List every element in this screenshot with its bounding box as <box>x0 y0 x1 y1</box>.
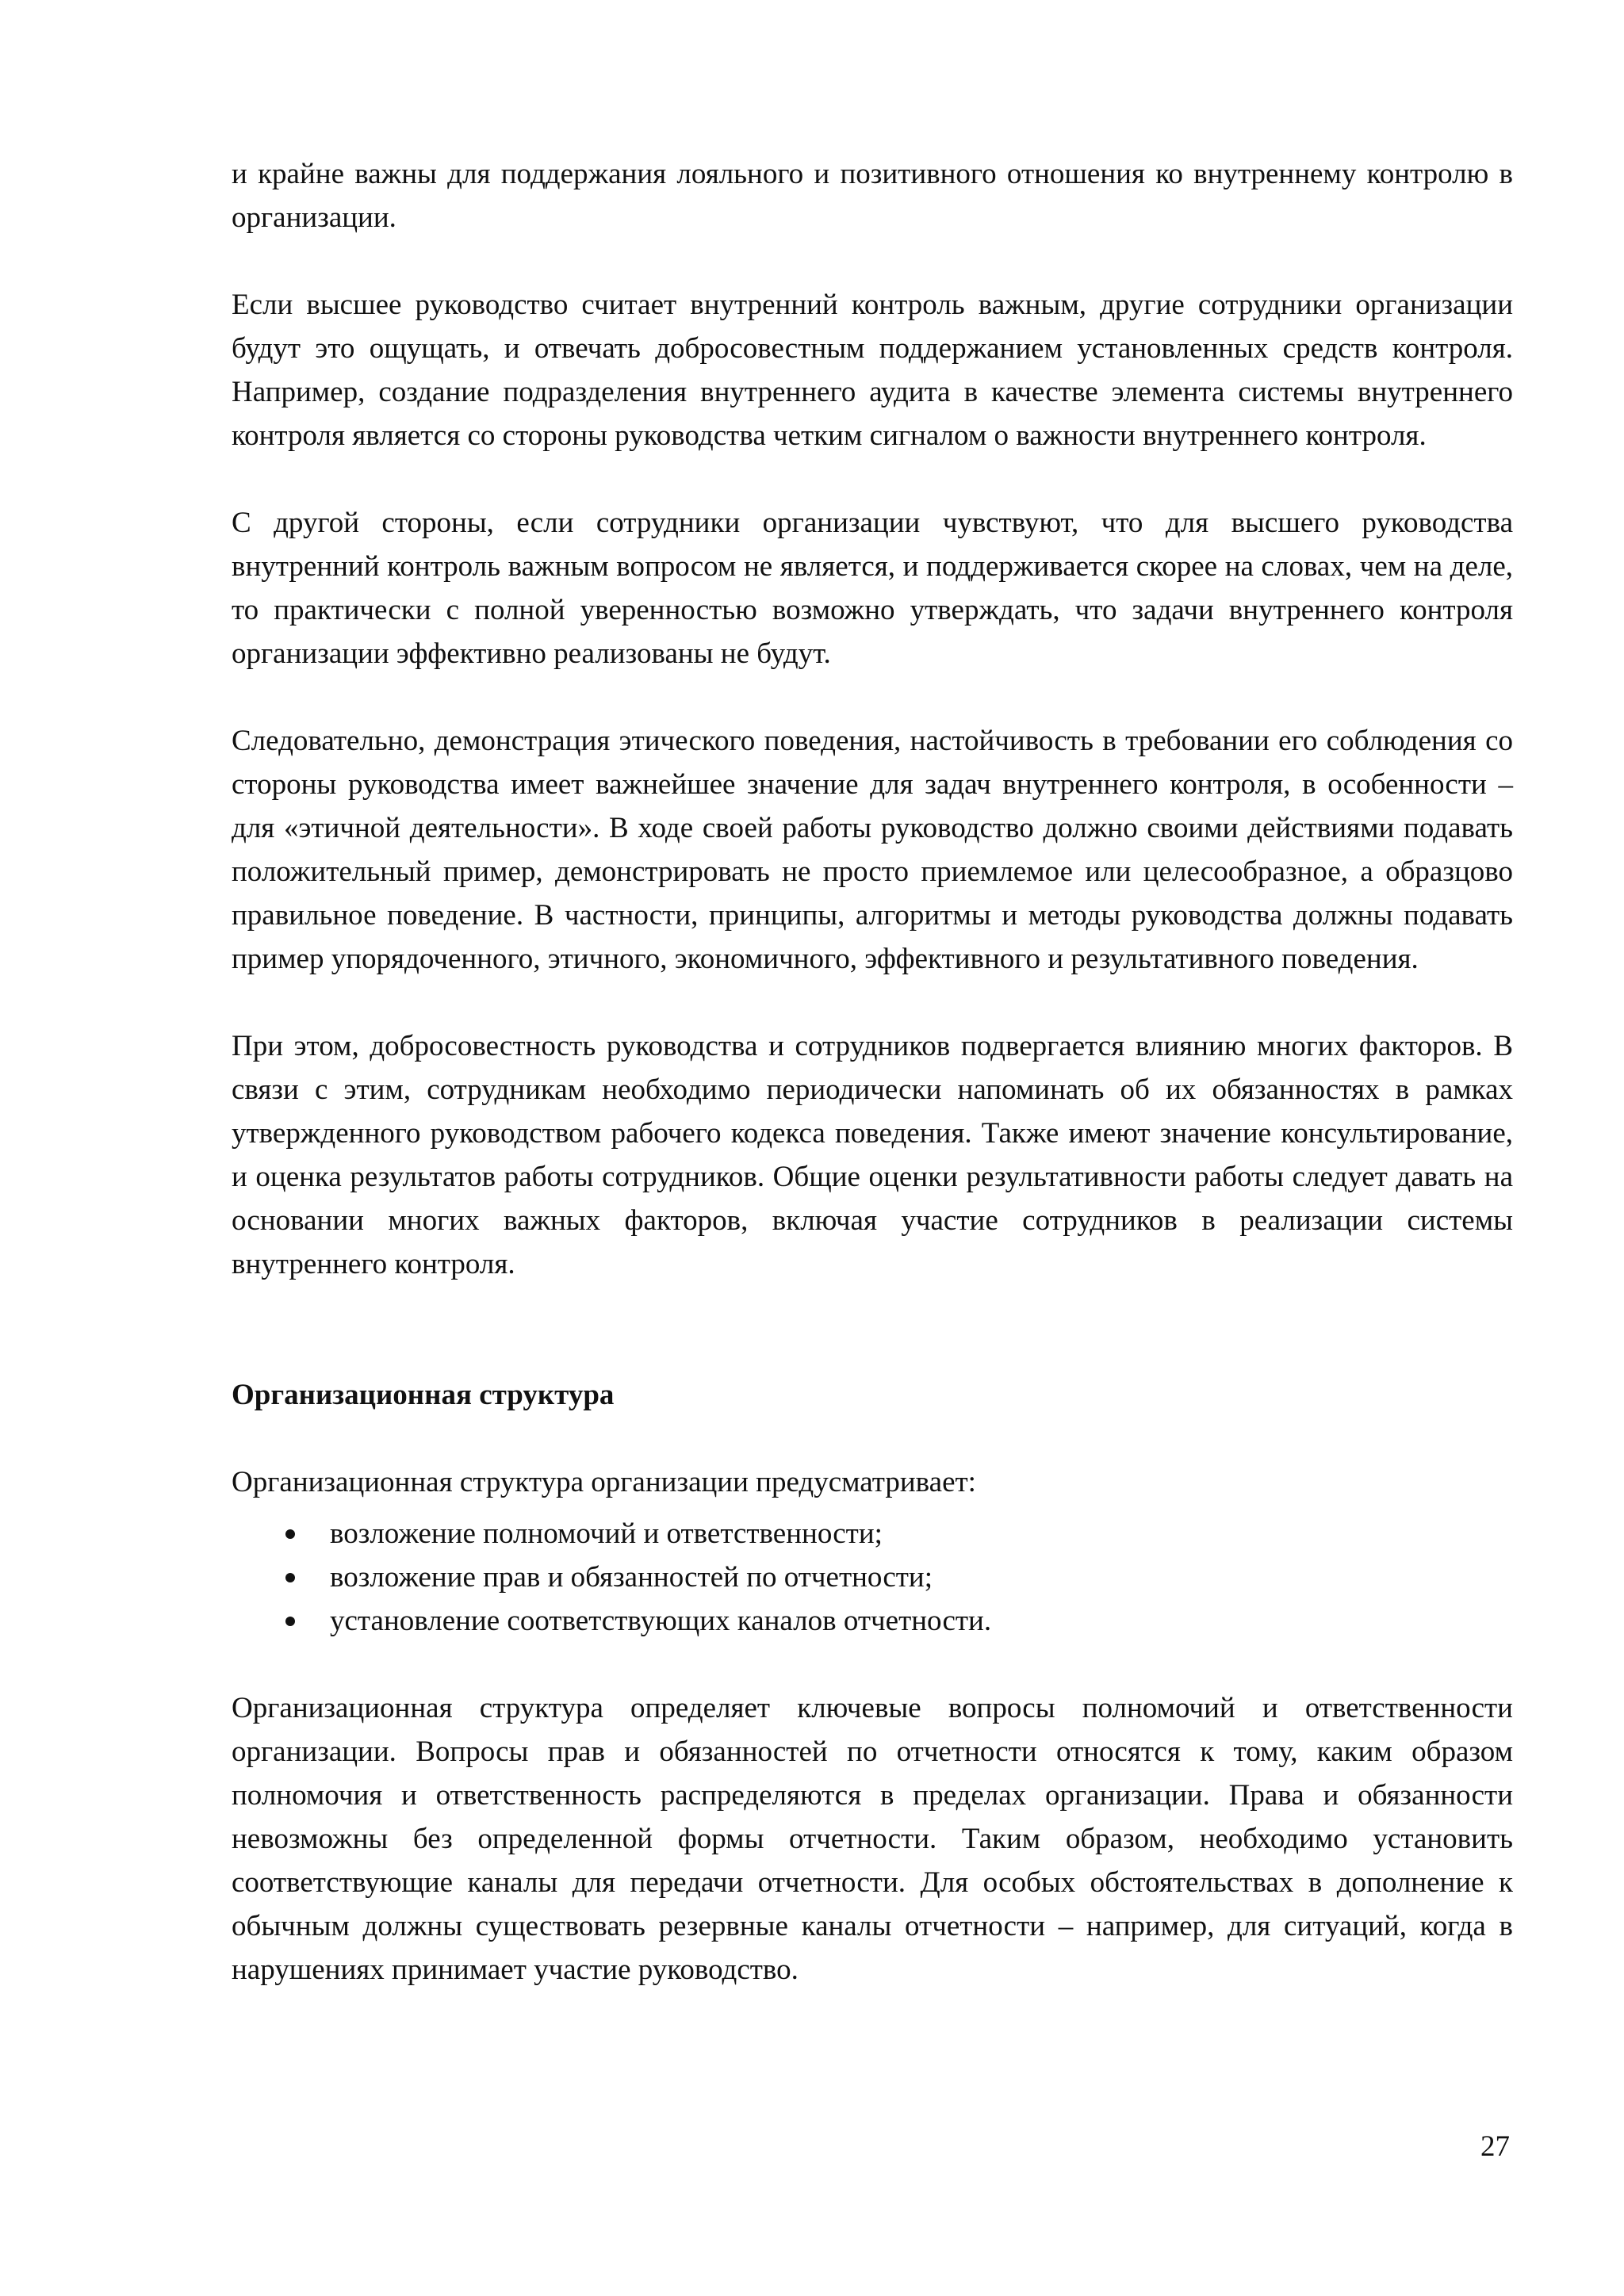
bullet-list <box>232 1512 1513 1643</box>
bullet-icon <box>285 1573 295 1582</box>
page-number: 27 <box>1480 2130 1510 2163</box>
paragraph-1: и крайне важны для поддержания лояльного и позитивного отношения ко внутреннему контролю в организации. <box>232 158 1513 234</box>
bullet-icon <box>285 1617 295 1626</box>
bullet-item <box>232 1556 1513 1599</box>
section-intro: Организационная структура организации предусматривает: <box>232 1466 976 1498</box>
paragraph-2: Если высшее руководство считает внутренний контроль важным, другие сотрудники организации будут это ощущать, и отвечать добросовестным поддержанием установленных средств контроля. Например, создание подразделения внутреннего аудита в качестве элемента системы внутреннего контроля является со стороны руководства четким сигналом о важности внутреннего контроля. <box>232 289 1513 452</box>
bullet-text: возложение прав и обязанностей по отчетности; <box>330 1561 933 1594</box>
section-heading: Организационная структура <box>232 1379 615 1411</box>
section-closing-paragraph: Организационная структура определяет ключевые вопросы полномочий и ответственности организации. Вопросы прав и обязанностей по отчетности относятся к тому, каким образом полномочия и ответственность распределяются в пределах организации. Права и обязанности невозможны без определенной формы отчетности. Таким образом, необходимо установить соответствующие каналы для передачи отчетности. Для особых обстоятельствах в дополнение к обычным должны существовать резервные каналы отчетности – например, для ситуаций, когда в нарушениях принимает участие руководство. <box>232 1692 1513 1986</box>
bullet-icon <box>285 1529 295 1539</box>
paragraph-5: При этом, добросовестность руководства и сотрудников подвергается влиянию многих факторов. В связи с этим, сотрудникам необходимо периодически напоминать об их обязанностях в рамках утвержденного руководством рабочего кодекса поведения. Также имеют значение консультирование, и оценка результатов работы сотрудников. Общие оценки результативности работы следует давать на основании многих важных факторов, включая участие сотрудников в реализации системы внутреннего контроля. <box>232 1030 1513 1280</box>
bullet-item <box>232 1512 1513 1556</box>
document-page <box>232 152 1513 2035</box>
paragraph-4: Следовательно, демонстрация этического поведения, настойчивость в требовании его соблюдения со стороны руководства имеет важнейшее значение для задач внутреннего контроля, в особенности – для «этичной деятельности». В ходе своей работы руководство должно своими действиями подавать положительный пример, демонстрировать не просто приемлемое или целесообразное, а образцово правильное поведение. В частности, принципы, алгоритмы и методы руководства должны подавать пример упорядоченного, этичного, экономичного, эффективного и результативного поведения. <box>232 725 1513 975</box>
bullet-item <box>232 1599 1513 1643</box>
bullet-text: возложение полномочий и ответственности; <box>330 1517 883 1550</box>
bullet-text: установление соответствующих каналов отчетности. <box>330 1605 992 1637</box>
paragraph-3: С другой стороны, если сотрудники организации чувствуют, что для высшего руководства внутренний контроль важным вопросом не является, и поддерживается скорее на словах, чем на деле, то практически с полной уверенностью возможно утверждать, что задачи внутреннего контроля организации эффективно реализованы не будут. <box>232 507 1513 670</box>
